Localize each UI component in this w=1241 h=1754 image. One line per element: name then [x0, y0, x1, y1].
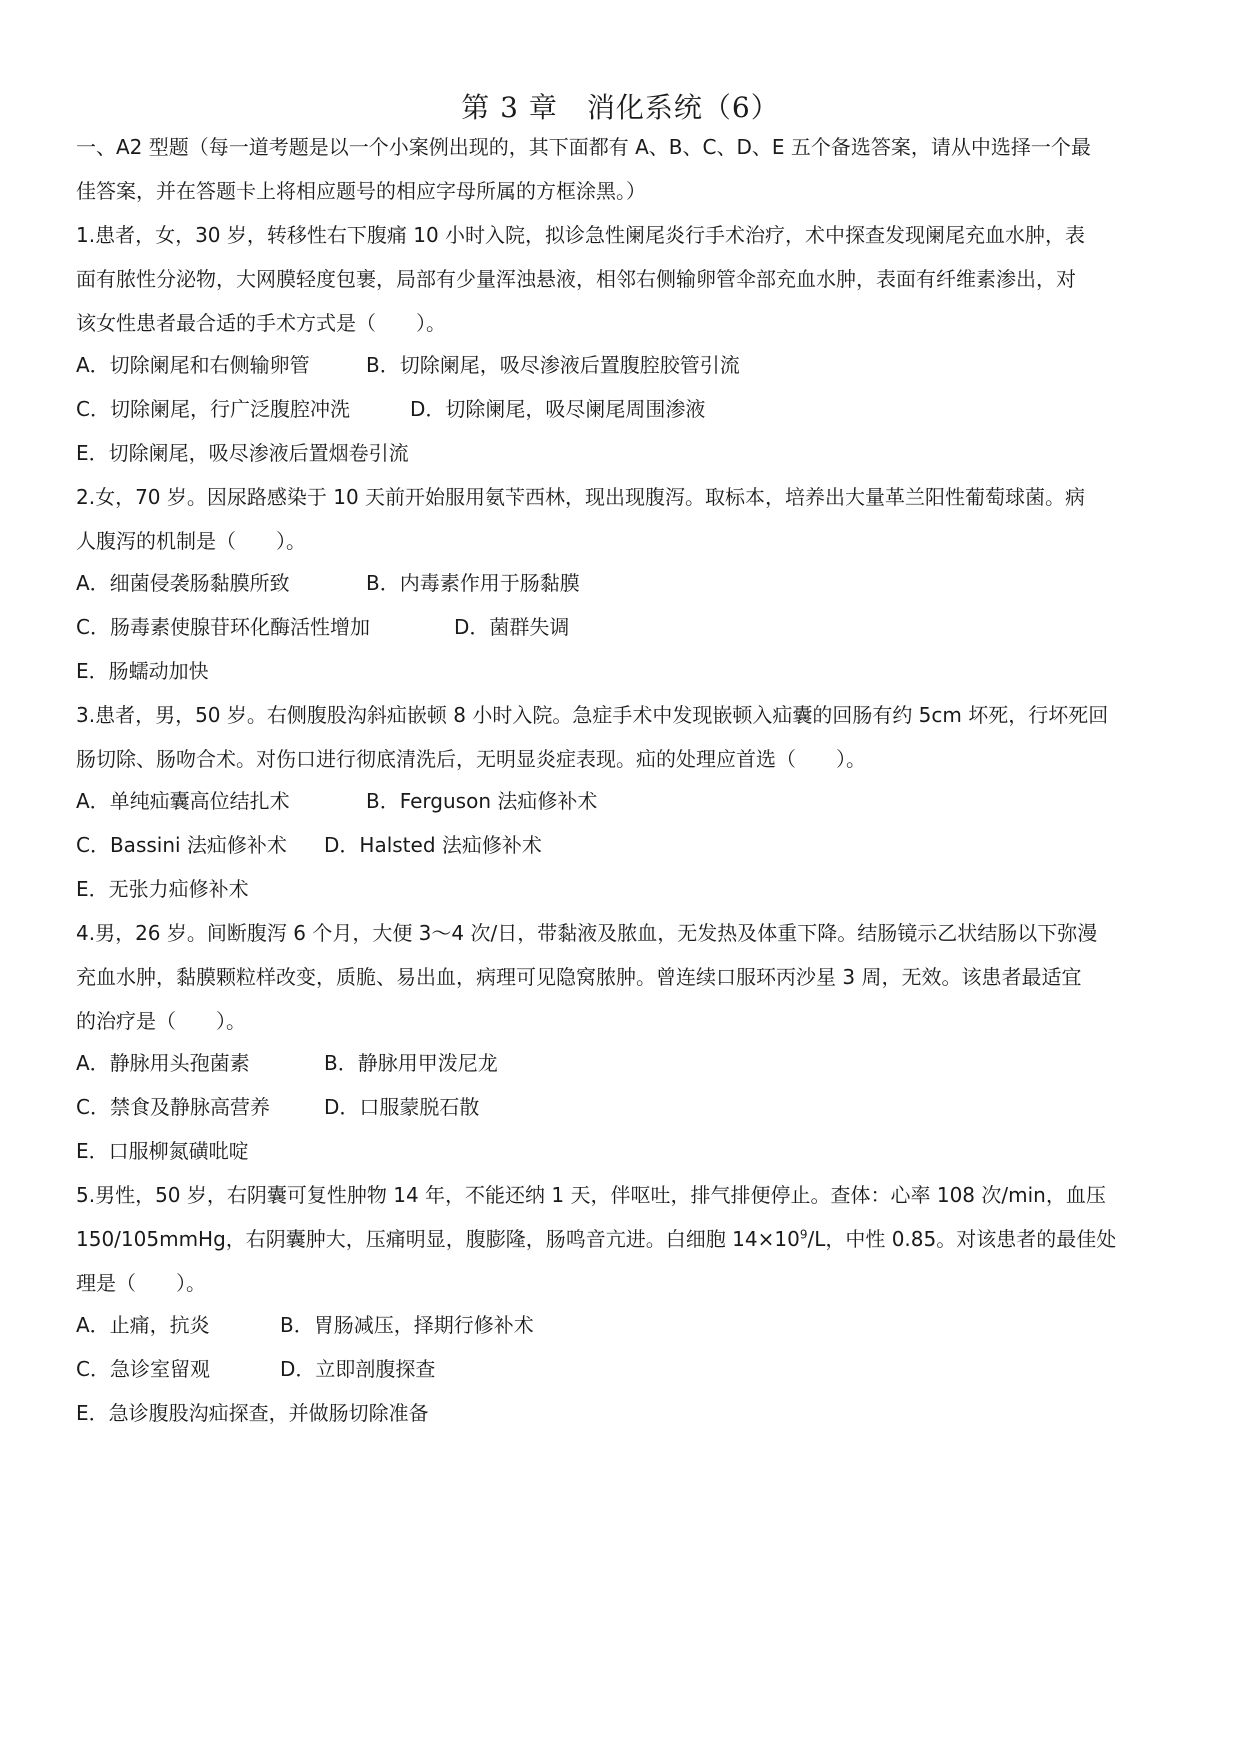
- question-1-option-a: A．切除阑尾和右侧输卵管: [76, 353, 310, 377]
- question-4-line-1: 4.男，26 岁。间断腹泻 6 个月，大便 3～4 次/日，带黏液及脓血，无发热及体重下降。结肠镜示乙状结肠以下弥漫: [76, 921, 1098, 945]
- question-3-option-c: C．Bassini 法疝修补术: [76, 833, 287, 857]
- question-2-option-b: B．内毒素作用于肠黏膜: [366, 571, 580, 595]
- question-5-line-2: [76, 1224, 1116, 1254]
- question-2-line-1: 2.女，70 岁。因尿路感染于 10 天前开始服用氨苄西林，现出现腹泻。取标本，培养出大量革兰阳性葡萄球菌。病: [76, 485, 1086, 509]
- question-2-line-2: 人腹泻的机制是（ ）。: [76, 529, 306, 553]
- question-4-option-e: E．口服柳氮磺吡啶: [76, 1139, 249, 1163]
- question-3-option-b: B．Ferguson 法疝修补术: [366, 789, 598, 813]
- question-3-line-2: 肠切除、肠吻合术。对伤口进行彻底清洗后，无明显炎症表现。疝的处理应首选（ ）。: [76, 747, 866, 771]
- page-title: 第 3 章 消化系统（6）: [461, 91, 780, 124]
- question-1-option-e: E．切除阑尾，吸尽渗液后置烟卷引流: [76, 441, 409, 465]
- question-1-line-2: 面有脓性分泌物，大网膜轻度包裹，局部有少量浑浊悬液，相邻右侧输卵管伞部充血水肿，表面有纤维素渗出，对: [76, 267, 1076, 291]
- question-5-line-2-tail: /L，中性 0.85。对该患者的最佳处: [807, 1227, 1117, 1251]
- question-4-option-a: A．静脉用头孢菌素: [76, 1051, 250, 1075]
- question-3-option-d: D．Halsted 法疝修补术: [324, 833, 542, 857]
- question-1-option-d: D．切除阑尾，吸尽阑尾周围渗液: [410, 397, 706, 421]
- question-5-option-b: B．胃肠减压，择期行修补术: [280, 1313, 534, 1337]
- question-5-option-c: C．急诊室留观: [76, 1357, 210, 1381]
- question-2-option-a: A．细菌侵袭肠黏膜所致: [76, 571, 290, 595]
- question-1-line-3: 该女性患者最合适的手术方式是（ ）。: [76, 311, 446, 335]
- question-4-line-3: 的治疗是（ ）。: [76, 1009, 246, 1033]
- question-5-exponent: 9: [799, 1227, 808, 1242]
- question-3-line-1: 3.患者，男，50 岁。右侧腹股沟斜疝嵌顿 8 小时入院。急症手术中发现嵌顿入疝囊的回肠有约 5cm 坏死，行坏死回: [76, 703, 1109, 727]
- question-2-option-e: E．肠蠕动加快: [76, 659, 209, 683]
- question-2-option-d: D．菌群失调: [454, 615, 570, 639]
- section-instructions-line-1: 一、A2 型题（每一道考题是以一个小案例出现的，其下面都有 A、B、C、D、E 五个备选答案，请从中选择一个最: [76, 135, 1091, 159]
- question-1-option-c: C．切除阑尾，行广泛腹腔冲洗: [76, 397, 350, 421]
- question-3-option-e: E．无张力疝修补术: [76, 877, 249, 901]
- question-3-option-a: A．单纯疝囊高位结扎术: [76, 789, 290, 813]
- section-instructions-line-2: 佳答案，并在答题卡上将相应题号的相应字母所属的方框涂黑。）: [76, 179, 646, 203]
- question-4-option-c: C．禁食及静脉高营养: [76, 1095, 270, 1119]
- question-5-option-e: E．急诊腹股沟疝探查，并做肠切除准备: [76, 1401, 429, 1425]
- question-4-option-d: D．口服蒙脱石散: [324, 1095, 480, 1119]
- question-5-option-d: D．立即剖腹探查: [280, 1357, 436, 1381]
- question-5-line-2-text: 150/105mmHg，右阴囊肿大，压痛明显，腹膨隆，肠鸣音亢进。白细胞 14×10: [76, 1227, 800, 1251]
- question-2-option-c: C．肠毒素使腺苷环化酶活性增加: [76, 615, 370, 639]
- question-1-option-b: B．切除阑尾，吸尽渗液后置腹腔胶管引流: [366, 353, 740, 377]
- question-5-option-a: A．止痛，抗炎: [76, 1313, 210, 1337]
- question-5-line-3: 理是（ ）。: [76, 1271, 206, 1295]
- question-1-line-1: 1.患者，女，30 岁，转移性右下腹痛 10 小时入院，拟诊急性阑尾炎行手术治疗，术中探查发现阑尾充血水肿，表: [76, 223, 1086, 247]
- question-4-option-b: B．静脉用甲泼尼龙: [324, 1051, 498, 1075]
- question-5-line-1: 5.男性，50 岁，右阴囊可复性肿物 14 年，不能还纳 1 天，伴呕吐，排气排便停止。查体：心率 108 次/min，血压: [76, 1183, 1106, 1207]
- question-4-line-2: 充血水肿，黏膜颗粒样改变，质脆、易出血，病理可见隐窝脓肿。曾连续口服环丙沙星 3 周，无效。该患者最适宜: [76, 965, 1082, 989]
